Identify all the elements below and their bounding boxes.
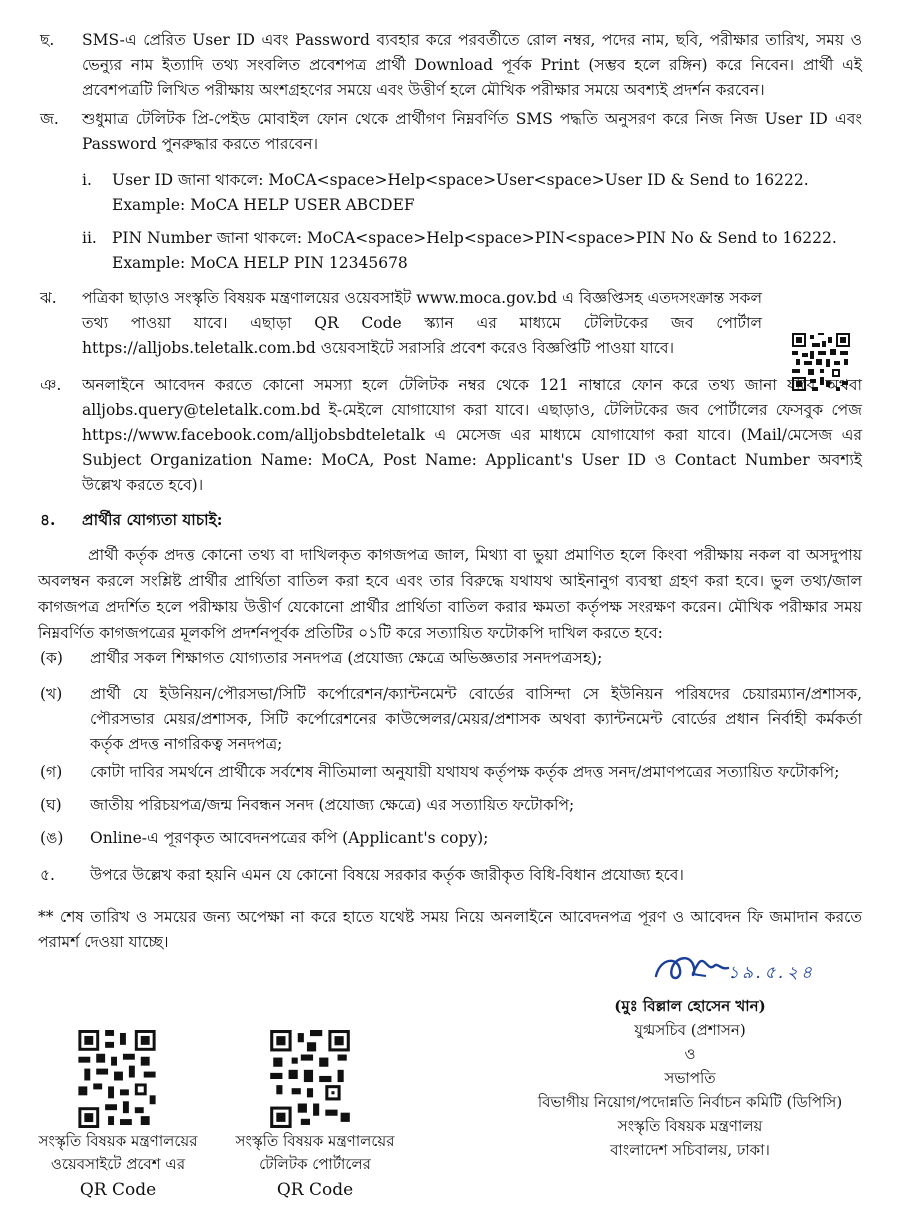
signatory-address: বাংলাদেশ সচিবালয়, ঢাকা। — [610, 1141, 770, 1159]
qr-caption — [28, 1130, 208, 1202]
signatory-conj: ও — [684, 1045, 696, 1063]
footnote: ** শেষ তারিখ ও সময়ের জন্য অপেক্ষা না করে হাতে যথেষ্ট সময় নিয়ে অনলাইনে আবেদনপত্র পূরণ ও আবেদন ফি জমাদান করতে পরামর্শ দেওয়া যাচ্ছে। — [38, 908, 862, 951]
section-heading: প্রার্থীর যোগ্যতা যাচাই: — [82, 510, 223, 529]
doc-marker: (ঙ) — [40, 829, 64, 847]
section-number: ৫. — [40, 866, 55, 884]
signatory-role: সভাপতি — [664, 1069, 716, 1087]
section-paragraph: প্রার্থী কর্তৃক প্রদত্ত কোনো তথ্য বা দাখিলকৃত কাগজপত্র জাল, মিথ্যা বা ভুয়া প্রমাণিত হলে কিংবা পরীক্ষায় নকল বা অসদুপায় অবলম্বন করলে সংশ্লিষ্ট প্রার্থীর প্রার্থিতা বাতিল করা হবে এবং তার বিরুদ্ধে যথাযথ আইনানুগ ব্যবস্থা গ্রহণ করা হবে। ভুল তথ্য/জাল কাগজপত্র প্রদর্শিত হলে পরীক্ষায় উত্তীর্ণ যেকোনো প্রার্থীর প্রার্থিতা বাতিল করার ক্ষমতা কর্তৃপক্ষ সংরক্ষণ করেন। মৌখিক পরীক্ষার সময় নিম্নবর্ণিত কাগজপত্রের মূলকপি প্রদর্শনপূর্বক প্রতিটির ০১টি করে সত্যায়িত ফটোকপি দাখিল করতে হবে: — [38, 546, 862, 642]
subitem-line: PIN Number জানা থাকলে: MoCA<space>Help<space>PIN<space>PIN No & Send to 16222. — [112, 229, 837, 247]
doc-marker: (খ) — [40, 685, 63, 703]
doc-text: প্রার্থীর সকল শিক্ষাগত যোগ্যতার সনদপত্র (প্রযোজ্য ক্ষেত্রে অভিজ্ঞতার সনদপত্রসহ); — [90, 649, 603, 667]
signatory-title: যুগ্মসচিব (প্রশাসন) — [634, 1021, 746, 1039]
signatory-name: (মুঃ বিল্লাল হোসেন খান) — [614, 997, 766, 1015]
doc-text: Online-এ পূরণকৃত আবেদনপত্রের কপি (Applicant's copy); — [90, 829, 489, 847]
subitem-marker: ii. — [82, 229, 97, 247]
subitem-example: Example: MoCA HELP USER ABCDEF — [112, 196, 415, 214]
signature-date: ১৯.৫.২৪ — [728, 963, 815, 983]
doc-marker: (ক) — [40, 649, 63, 667]
section-text: উপরে উল্লেখ করা হয়নি এমন যে কোনো বিষয়ে সরকার কর্তৃক জারীকৃত বিধি-বিধান প্রযোজ্য হবে। — [90, 866, 684, 884]
subitem-marker: i. — [82, 171, 92, 189]
doc-marker: (গ) — [40, 763, 63, 781]
subitem-example: Example: MoCA HELP PIN 12345678 — [112, 254, 408, 272]
qr-caption-line: টেলিটক পোর্টালের — [259, 1155, 371, 1173]
item-text: SMS-এ প্রেরিত User ID এবং Password ব্যবহার করে পরবর্তীতে রোল নম্বর, পদের নাম, ছবি, পরীক্ষার তারিখ, সময় ও ভেন্যুর নাম ইত্যাদি তথ্য সংবলিত প্রবেশপত্র প্রার্থী Download পূর্বক Print (সম্ভব হলে রঙ্গিন) করে নিবেন। প্রার্থী এই প্রবেশপত্রটি লিখিত পরীক্ষায় অংশগ্রহণের সময়ে এবং উত্তীর্ণ হলে মৌখিক পরীক্ষার সময়ে অবশ্যই প্রদর্শন করবেন। — [82, 31, 862, 99]
qr-code-icon — [270, 1030, 350, 1128]
item-text: শুধুমাত্র টেলিটক প্রি-পেইড মোবাইল ফোন থেকে প্রার্থীগণ নিম্নবর্ণিত SMS পদ্ধতি অনুসরণ করে নিজ নিজ User ID এবং Password পুনরুদ্ধার করতে পারবেন। — [82, 110, 862, 153]
signature-icon — [648, 946, 868, 996]
qr-caption-line: সংস্কৃতি বিষয়ক মন্ত্রণালয়ের — [235, 1132, 395, 1150]
qr-caption-label: QR Code — [276, 1180, 354, 1200]
signatory-committee: বিভাগীয় নিয়োগ/পদোন্নতি নির্বাচন কমিটি (ডিপিসি) — [537, 1093, 843, 1111]
item-marker: ঞ. — [40, 376, 62, 394]
item-marker: জ. — [40, 110, 59, 128]
signature-block — [500, 994, 880, 1162]
qr-caption-line: সংস্কৃতি বিষয়ক মন্ত্রণালয়ের — [38, 1132, 198, 1150]
item-marker: ঝ. — [40, 289, 57, 307]
qr-caption-label: QR Code — [79, 1180, 157, 1200]
doc-text: জাতীয় পরিচয়পত্র/জন্ম নিবন্ধন সনদ (প্রযোজ্য ক্ষেত্রে) এর সত্যায়িত ফটোকপি; — [90, 796, 575, 814]
item-text: পত্রিকা ছাড়াও সংস্কৃতি বিষয়ক মন্ত্রণালয়ের ওয়েবসাইট www.moca.gov.bd এ বিজ্ঞপ্তিসহ এতদসংক্রান্ত সকল তথ্য পাওয়া যাবে। এছাড়া QR Code স্ক্যান এর মাধ্যমে টেলিটকের জব পোর্টাল https://alljobs.teletalk.com.bd ওয়েবসাইটে সরাসরি প্রবেশ করেও বিজ্ঞপ্তিটি পাওয়া যাবে। — [82, 289, 762, 357]
subitem-line: User ID জানা থাকলে: MoCA<space>Help<space>User<space>User ID & Send to 16222. — [112, 171, 809, 189]
doc-text: প্রার্থী যে ইউনিয়ন/পৌরসভা/সিটি কর্পোরেশন/ক্যান্টনমেন্ট বোর্ডের বাসিন্দা সে ইউনিয়ন পরিষদের চেয়ারম্যান/প্রশাসক, পৌরসভার মেয়র/প্রশাসক, সিটি কর্পোরেশনের কাউন্সেলর/মেয়র/প্রশাসক অথবা ক্যান্টনমেন্ট বোর্ডের প্রধান নির্বাহী কর্মকর্তা কর্তৃক প্রদত্ত নাগরিকত্ব সনদপত্র; — [90, 685, 862, 753]
section-number: ৪. — [40, 510, 56, 529]
doc-marker: (ঘ) — [40, 796, 62, 814]
qr-code-icon — [78, 1030, 156, 1128]
item-text: অনলাইনে আবেদন করতে কোনো সমস্যা হলে টেলিটক নম্বর থেকে 121 নাম্বারে ফোন করে তথ্য জানা যাবে অথবা alljobs.query@teletalk.com.bd ই-মেইলে যোগাযোগ করা যাবে। এছাড়াও, টেলিটকের জব পোর্টালের ফেসবুক পেজ https://www.facebook.com/alljobsbdteletalk এ মেসেজ এর মাধ্যমে যোগাযোগ করা যাবে। (Mail/মেসেজ এর Subject Organization Name: MoCA, Post Name: Applicant's User ID ও Contact Number অবশ্যই উল্লেখ করতে হবে)। — [82, 376, 862, 494]
item-marker: ছ. — [40, 31, 55, 49]
qr-caption — [220, 1130, 410, 1202]
qr-caption-line: ওয়েবসাইটে প্রবেশ এর — [50, 1155, 186, 1173]
signatory-ministry: সংস্কৃতি বিষয়ক মন্ত্রণালয় — [617, 1117, 763, 1135]
doc-text: কোটা দাবির সমর্থনে প্রার্থীকে সর্বশেষ নীতিমালা অনুযায়ী যথাযথ কর্তৃপক্ষ কর্তৃক প্রদত্ত সনদ/প্রমাণপত্রের সত্যায়িত ফটোকপি; — [90, 763, 840, 781]
